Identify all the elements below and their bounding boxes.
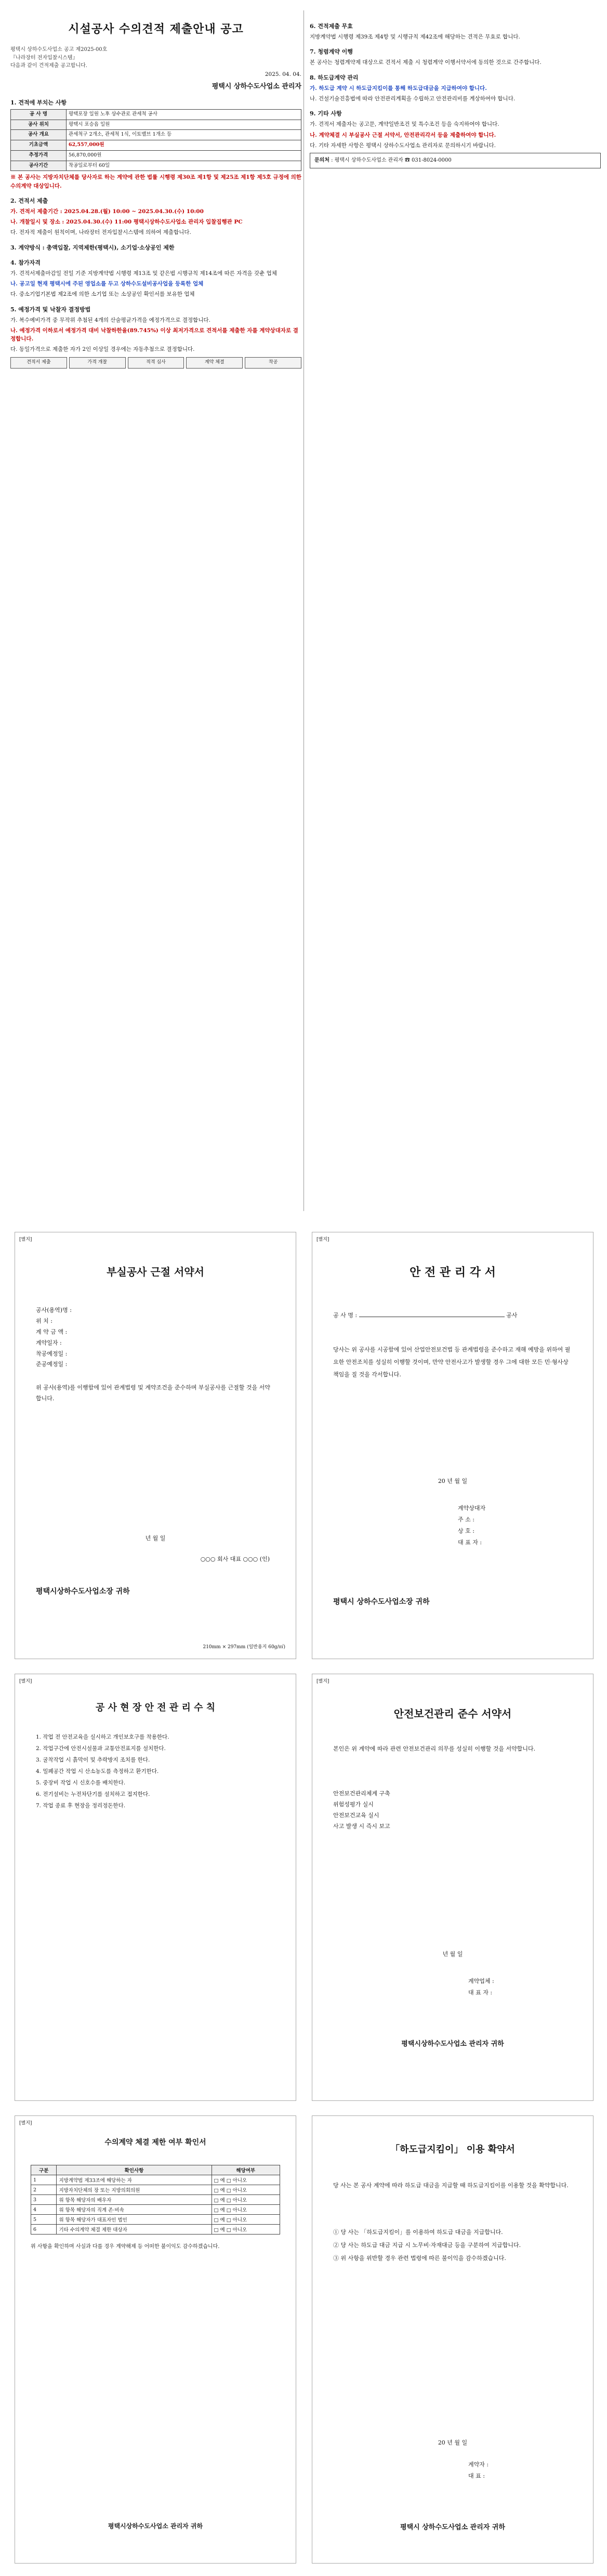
cell-value: 착공일로부터 60일 — [66, 161, 301, 171]
form-date: 년 월 일 — [442, 1951, 463, 1957]
project-suffix: 공사 — [506, 1312, 518, 1319]
signer-label: 계약상대자 — [458, 1505, 486, 1512]
cell-value: 평택시 포승읍 일원 — [66, 120, 301, 130]
table-row — [31, 2225, 280, 2235]
section-2-heading: 2. 견적서 제출 — [10, 197, 48, 204]
cell: □ 예 □ 아니오 — [212, 2195, 280, 2205]
form-body: 당사는 위 공사를 시공함에 있어 산업안전보건법 등 관계법령을 준수하고 재해 예방을 위하여 필요한 안전조치를 성실히 이행할 것이며, 만약 안전사고가 발생할 경우 그에 대한 모든 민·형사상 책임을 질 것을 각서합니다. — [333, 1346, 571, 1378]
signer-label: 대 표 : — [468, 2473, 485, 2479]
form-title: 수의계약 체결 제한 여부 확인서 — [104, 2138, 206, 2147]
section-3-heading: 3. 계약방식 : 총액입찰, 지역제한(평택시), 소기업·소상공인 제한 — [10, 244, 175, 251]
list-item: 5. 중장비 작업 시 신호수를 배치한다. — [36, 1780, 126, 1786]
form-contract-restriction-check — [15, 2115, 296, 2564]
form-addressee: 평택시상하수도사업소장 귀하 — [36, 1587, 130, 1596]
signer-label: 계약업체 : — [468, 1978, 494, 1984]
flow-step: 계약 체결 — [186, 357, 243, 369]
notice-meta-3: 다음과 같이 견적제출 공고합니다. — [10, 63, 87, 69]
cell-value: 평택포장 일원 노후 상수관로 관세척 공사 — [66, 110, 301, 120]
section-8-heading: 8. 하도급계약 관리 — [310, 74, 359, 81]
s4-line-3: 다. 중소기업기본법 제2조에 의한 소기업 또는 소상공인 확인서를 보유한 업체 — [10, 291, 195, 298]
s5-line-1: 가. 복수예비가격 중 무작위 추첨된 4개의 산술평균가격을 예정가격으로 결정합니다. — [10, 317, 210, 323]
table-row — [11, 150, 301, 161]
list-item: ① 당 사는 「하도급지킴이」를 이용하여 하도급 대금을 지급합니다. — [333, 2229, 503, 2236]
list-item: ② 당 사는 하도급 대금 지급 시 노무비·자재대금 등을 구분하여 지급합니다. — [333, 2241, 521, 2249]
form-addressee: 평택시 상하수도사업소장 귀하 — [333, 1598, 430, 1606]
s6-text: 지방계약법 시행령 제39조 제4항 및 시행규칙 제42조에 해당하는 견적은 무효로 합니다. — [310, 34, 520, 41]
restriction-table-wrap — [31, 2163, 280, 2252]
section-4-heading: 4. 참가자격 — [10, 259, 41, 266]
form-site-safety-rules — [15, 1674, 296, 2101]
list-item: 3. 굴착작업 시 흙막이 및 추락방지 조치를 한다. — [36, 1757, 150, 1764]
process-flow — [10, 357, 301, 369]
notice-document — [0, 0, 607, 1221]
table-row — [11, 130, 301, 140]
field-label: 계 약 금 액 : — [36, 1328, 68, 1335]
column-header: 구분 — [31, 2165, 57, 2175]
table-row — [31, 2175, 280, 2185]
cell-label: 공사 위치 — [11, 120, 67, 130]
list-item: ③ 위 사항을 위반할 경우 관련 법령에 따른 불이익을 감수하겠습니다. — [333, 2254, 506, 2262]
notice-meta-1: 평택시 상하수도사업소 공고 제2025-00호 — [10, 47, 108, 53]
contact-label: 문의처 — [314, 157, 329, 164]
table-row — [31, 2185, 280, 2195]
form-fields — [36, 1305, 275, 1407]
form-body: 당 사는 본 공사 계약에 따라 하도급 대금을 지급할 때 하도급지킴이를 이용할 것을 확약합니다. — [333, 2182, 569, 2189]
signer-label: 대 표 자 : — [468, 1989, 493, 1996]
form-title: 안전보건관리 준수 서약서 — [393, 1707, 512, 1720]
flow-step: 견적서 제출 — [10, 357, 67, 369]
s4-line-2: 나. 공고일 현재 평택시에 주된 영업소를 두고 상하수도설비공사업을 등록한 업체 — [10, 281, 204, 287]
s5-line-2: 나. 예정가격 이하로서 예정가격 대비 낙찰하한율(89.745%) 이상 최저가격으로 견적서를 제출한 자를 계약상대자로 결정합니다. — [10, 327, 298, 343]
cell: □ 예 □ 아니오 — [212, 2185, 280, 2195]
form-tag: [별지] — [19, 1679, 32, 1684]
form-title: 「하도급지킴이」 이용 확약서 — [390, 2144, 515, 2155]
rules-list — [36, 1731, 275, 1811]
s8-line-2: 나. 건설기술진흥법에 따라 안전관리계획을 수립하고 안전관리비를 계상하여야 합니다. — [310, 95, 516, 102]
cell-label: 공사 개요 — [11, 130, 67, 140]
notice-left-column — [10, 16, 301, 372]
section-1-heading: 1. 견적에 부치는 사항 — [10, 99, 67, 106]
table-row — [31, 2205, 280, 2215]
cell-value: 56,870,000원 — [66, 150, 301, 161]
signer-label: 계약자 : — [468, 2461, 489, 2468]
list-item: 1. 작업 전 안전교육을 실시하고 개인보호구를 착용한다. — [36, 1734, 169, 1740]
cell: 위 항목 해당자가 대표자인 법인 — [57, 2215, 212, 2225]
form-signer: ○○○ 회사 대표 ○○○ (인) — [200, 1556, 270, 1562]
cell: □ 예 □ 아니오 — [212, 2175, 280, 2185]
section-9-heading: 9. 기타 사항 — [310, 110, 342, 117]
signer-label: 대 표 자 : — [458, 1539, 482, 1546]
s2-line-3: 다. 전자적 제출이 원칙이며, 나라장터 전자입찰시스템에 의하여 제출합니다. — [10, 229, 191, 236]
notice-org: 평택시 상하수도사업소 관리자 — [212, 82, 301, 90]
field-label: 준공예정일 : — [36, 1361, 68, 1368]
notice-right-column — [310, 16, 601, 172]
s5-line-3: 다. 동일가격으로 제출한 자가 2인 이상일 경우에는 자동추첨으로 결정합니다. — [10, 346, 195, 353]
cell: 1 — [31, 2175, 57, 2185]
field-label: 계약일자 : — [36, 1339, 62, 1346]
list-item: 안전보건교육 실시 — [333, 1811, 379, 1819]
form-tag: [별지] — [316, 1237, 329, 1242]
field-label: 착공예정일 : — [36, 1350, 68, 1357]
form-bullets — [333, 1789, 572, 1832]
signer-label: 상 호 : — [458, 1528, 474, 1534]
project-info-table — [10, 109, 301, 171]
form-date: 20 년 월 일 — [438, 1478, 468, 1484]
cell-label: 추정가격 — [11, 150, 67, 161]
column-header: 확인사항 — [57, 2165, 212, 2175]
project-label: 공 사 명 : — [333, 1312, 358, 1319]
cell-label: 공사기간 — [11, 161, 67, 171]
table-row — [11, 161, 301, 171]
cell-label: 공 사 명 — [11, 110, 67, 120]
cell: 4 — [31, 2205, 57, 2215]
form-subcontract-guardian-pledge — [312, 2115, 593, 2564]
s2-line-2: 나. 개찰일시 및 장소 : 2025.04.30.(수) 11:00 평택시상하수도사업소 관리자 입찰집행관 PC — [10, 219, 243, 226]
form-tag: [별지] — [19, 1237, 32, 1242]
s4-line-1: 가. 견적서제출마감일 전일 기준 지방계약법 시행령 제13조 및 같은법 시행규칙 제14조에 따른 자격을 갖춘 업체 — [10, 270, 277, 277]
cell-value: 관세척구 2개소, 관세척 1식, 이토밸브 1개소 등 — [66, 130, 301, 140]
list-item: 사고 발생 시 즉시 보고 — [333, 1822, 390, 1830]
section-1-note: ※ 본 공사는 지방자치단체를 당사자로 하는 계약에 관한 법률 시행령 제30조 제1항 및 제25조 제1항 제5호 규정에 의한 수의계약 대상입니다. — [10, 174, 301, 189]
form-title: 부실공사 근절 서약서 — [107, 1266, 204, 1278]
restriction-table — [31, 2165, 280, 2235]
s7-text: 본 공사는 청렴계약제 대상으로 견적서 제출 시 청렴계약 이행서약서에 동의한 것으로 간주합니다. — [310, 59, 542, 66]
flow-step: 착공 — [245, 357, 301, 369]
form-addressee: 평택시 상하수도사업소 관리자 귀하 — [400, 2524, 505, 2531]
table-header-row — [31, 2165, 280, 2175]
form-addressee: 평택시상하수도사업소 관리자 귀하 — [401, 2040, 504, 2048]
form-project-line — [333, 1310, 572, 1321]
list-item: 위험성평가 실시 — [333, 1800, 374, 1808]
cell: 지방자치단체의 장 또는 지방의회의원 — [57, 2185, 212, 2195]
s9-line-1: 가. 견적서 제출자는 공고문, 계약일반조건 및 특수조건 등을 숙지하여야 합니다. — [310, 121, 499, 128]
cell: □ 예 □ 아니오 — [212, 2215, 280, 2225]
field-label: 공사(용역)명 : — [36, 1307, 72, 1313]
notice-meta-2: 『나라장터 전자입찰시스템』 — [10, 55, 78, 61]
cell: 위 항목 해당자의 배우자 — [57, 2195, 212, 2205]
form-addressee: 평택시상하수도사업소 관리자 귀하 — [108, 2522, 203, 2530]
cell: 6 — [31, 2225, 57, 2235]
list-item: 안전보건관리체계 구축 — [333, 1790, 390, 1797]
cell-label: 기초금액 — [11, 140, 67, 151]
form-safety-pledge — [312, 1232, 593, 1659]
form-anti-faulty-construction — [15, 1232, 296, 1659]
s8-line-1: 가. 하도급 계약 시 하도급지킴이를 통해 하도급대금을 지급하여야 합니다. — [310, 85, 487, 91]
form-signer-block — [468, 2459, 489, 2482]
list-item: 4. 밀폐공간 작업 시 산소농도를 측정하고 환기한다. — [36, 1768, 159, 1775]
form-title: 안 전 관 리 각 서 — [410, 1266, 496, 1279]
form-note: 위 사항을 확인하며 사실과 다를 경우 계약해제 등 어떠한 불이익도 감수하겠습니다. — [31, 2244, 220, 2250]
s2-line-1: 가. 견적서 제출기간 : 2025.04.28.(월) 10:00 ~ 2025.04.30.(수) 10:00 — [10, 208, 204, 215]
form-paper-size: 210mm × 297mm (일반용지 60g/㎡) — [203, 1645, 285, 1650]
form-items — [333, 2225, 572, 2266]
form-signer-block — [468, 1976, 494, 1999]
cell-value: 62,557,000원 — [66, 140, 301, 151]
field-label: 위 치 : — [36, 1317, 52, 1324]
section-5-heading: 5. 예정가격 및 낙찰자 결정방법 — [10, 306, 91, 313]
table-row — [31, 2195, 280, 2205]
notice-title: 시설공사 수의견적 제출안내 공고 — [68, 23, 244, 36]
form-signer-block — [458, 1503, 485, 1548]
form-tag: [별지] — [316, 1679, 329, 1684]
cell: 기타 수의계약 체결 제한 대상자 — [57, 2225, 212, 2235]
contact-box: 문의처 : 평택시 상하수도사업소 관리자 ☎ 031-8024-0000 — [310, 153, 601, 168]
cell: 3 — [31, 2195, 57, 2205]
flow-step: 가격 개찰 — [69, 357, 126, 369]
form-health-safety-compliance — [312, 1674, 593, 2101]
list-item: 7. 작업 종료 후 현장을 정리정돈한다. — [36, 1803, 126, 1809]
cell: 위 항목 해당자의 직계 존·비속 — [57, 2205, 212, 2215]
form-title: 공 사 현 장 안 전 관 리 수 칙 — [95, 1702, 216, 1713]
table-row — [11, 140, 301, 151]
list-item: 2. 작업구간에 안전시설물과 교통안전표지를 설치한다. — [36, 1745, 166, 1752]
cell: 지방계약법 제33조에 해당하는 자 — [57, 2175, 212, 2185]
table-row — [11, 110, 301, 120]
form-date: 20 년 월 일 — [438, 2439, 468, 2446]
table-row — [31, 2215, 280, 2225]
form-tag: [별지] — [19, 2121, 32, 2126]
form-body: 본인은 위 계약에 따라 관련 안전보건관리 의무를 성실히 이행할 것을 서약합니다. — [333, 1745, 536, 1752]
cell: 2 — [31, 2185, 57, 2195]
table-row — [11, 120, 301, 130]
cell: 5 — [31, 2215, 57, 2225]
form-body: 위 공사(용역)를 이행함에 있어 관계법령 및 계약조건을 준수하며 부실공사를 근절할 것을 서약합니다. — [36, 1384, 270, 1402]
signer-label: 주 소 : — [458, 1516, 474, 1523]
s9-line-2: 나. 계약체결 시 부실공사 근절 서약서, 안전관리각서 등을 제출하여야 합니다. — [310, 132, 496, 138]
cell: □ 예 □ 아니오 — [212, 2205, 280, 2215]
section-6-heading: 6. 견적제출 무효 — [310, 23, 353, 30]
section-7-heading: 7. 청렴계약 이행 — [310, 48, 353, 56]
flow-step: 적격 심사 — [128, 357, 184, 369]
form-date: 년 월 일 — [145, 1535, 166, 1542]
contact-text: 평택시 상하수도사업소 관리자 ☎ 031-8024-0000 — [334, 157, 452, 164]
list-item: 6. 전기설비는 누전차단기를 설치하고 접지한다. — [36, 1791, 150, 1798]
notice-date: 2025. 04. 04. — [265, 71, 301, 77]
column-header: 해당여부 — [212, 2165, 280, 2175]
cell: □ 예 □ 아니오 — [212, 2225, 280, 2235]
s9-line-3: 다. 기타 자세한 사항은 평택시 상하수도사업소 관리자로 문의하시기 바랍니다. — [310, 142, 496, 149]
